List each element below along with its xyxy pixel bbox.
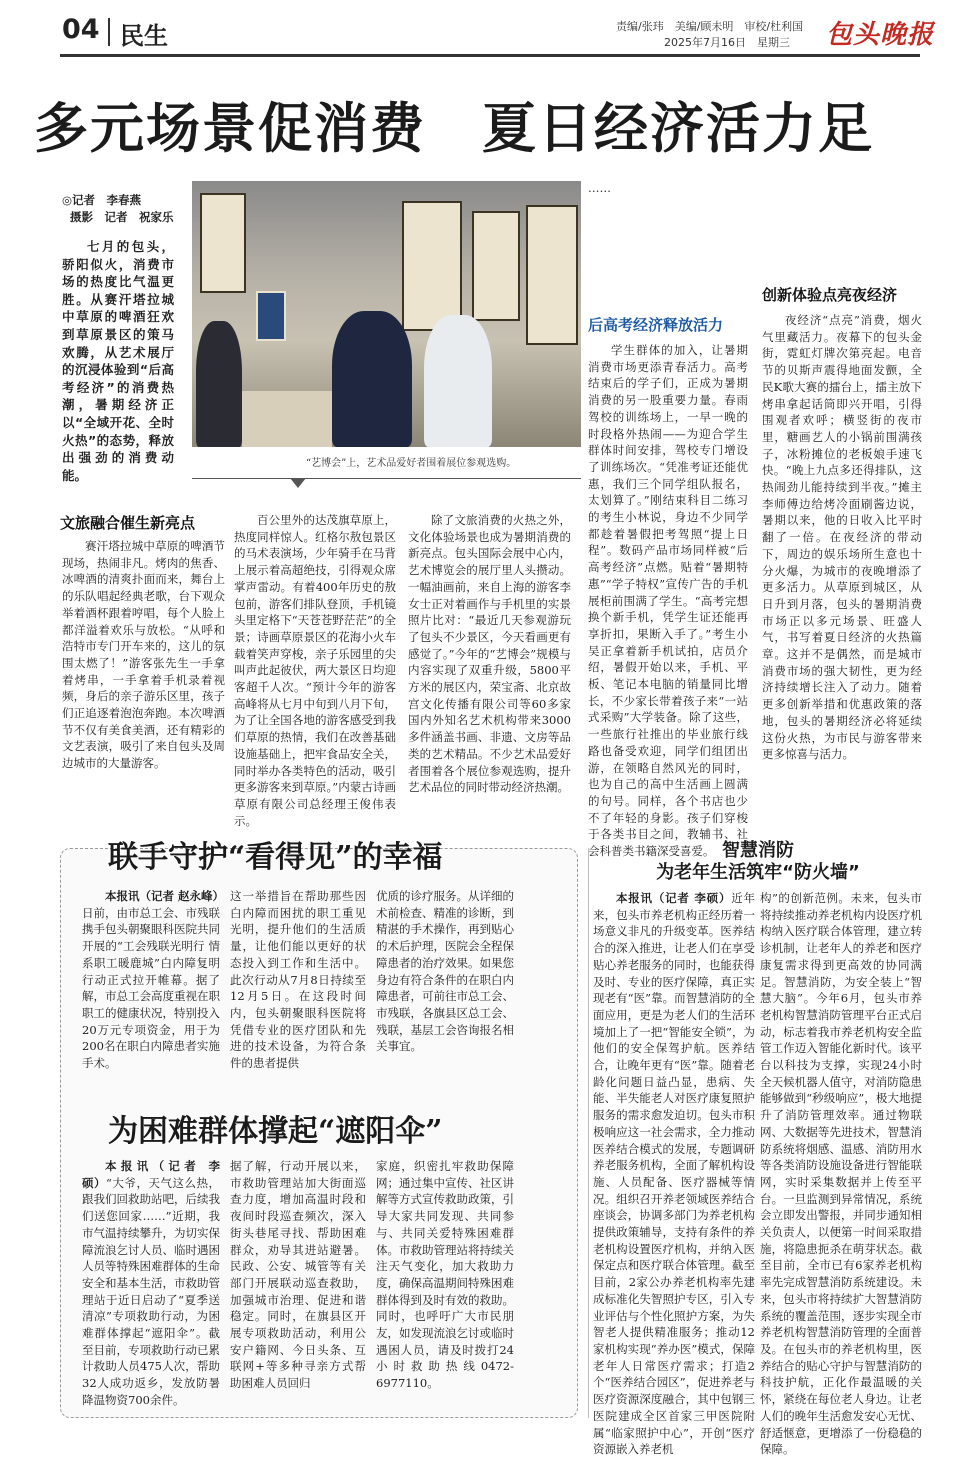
painting [526, 205, 578, 345]
pointer-triangle [290, 478, 306, 488]
story-b-column-3: 家庭，织密扎牢救助保障网；通过集中宣传、社区讲解等方式宣传救助政策，引导大家共同发现、共同参与、共同关爱特殊困难群体。市救助管理站将持续关注天气变化，加大救助力度，确保高温期间特殊困难群体得到及时有效的救助。同时，也呼吁广大市民朋友，如发现流浪乞讨或临时遇困人员，请及时拨打24小时救助热线0472-6977110。 [376, 1159, 514, 1391]
article-column-3-cont: …… [588, 181, 611, 195]
painting [472, 211, 520, 321]
article-column-2: 百公里外的达茂旗草原上，热度同样惊人。红格尔敖包景区的马术表演场，少年骑手在马背上展示着高超绝技，引得观众席掌声雷动。有着400年历史的敖包前，游客们排队登顶，手机镜头里定格下“天苍苍野茫茫”的全景；诗画草原景区的花海小火车载着笑声穿梭，亲子乐园里的尖叫声此起彼伏，两大景区日均迎客超千人次。“预计今年的游客高峰将从七月中旬到八月下旬，为了让全国各地的游客感受到我们草原的热情，我们在改善基础设施基础上，把牢食品安全关，同时举办各类特色的活动，吸引更多游客来到草原。”内蒙古诗画草原有限公司总经理王俊伟表示。 [234, 513, 396, 828]
subhead-night-economy: 创新体验点亮夜经济 [762, 286, 898, 304]
newspaper-logo: 包头晚报 [826, 20, 935, 50]
header-divider [108, 18, 110, 46]
story-b-title: 为困难群体撑起“遮阳伞” [108, 1114, 443, 1149]
header-rule [60, 54, 920, 57]
story-c-column-2: 构”的创新范例。未来，包头市将持续推动养老机构内设医疗机构纳入医疗联合体管理，建立转诊机制，让老年人的养老和医疗康复需求得到更高效的协同满足。智慧消防，为安全装上“智慧大脑”。今年6月，包头市养老机构智慧消防管理平台正式启动，标志着我市养老机构安全监管工作迈入智能化新时代。该平台以科技为支撑，实现24小时全天候机器人值守，对消防隐患能够做到“秒级响应”，极大地提升了消防管理效率。通过物联网、大数据等先进技术，智慧消防系统将烟感、温感、消防用水等各类消防设施设备进行智能联网，实时采集数据并上传至平台。一旦监测到异常情况，系统会立即发出警报，并同步通知相关负责人，以便第一时间采取措施，将隐患扼杀在萌芽状态。截至目前，全市已有6家养老机构率先完成智慧消防系统建设。未来，包头市将持续扩大智慧消防系统的覆盖范围，逐步实现全市养老机构智慧消防管理的全面普及。在包头市的养老机构里，医养结合的贴心守护与智慧消防的科技护航，正化作最温暖的关怀，紧绕在每位老人身边。让老人们的晚年生活愈发安心无忧、舒适惬意，更增添了一份稳稳的保障。 [760, 891, 922, 1457]
painting [402, 201, 462, 331]
painting [200, 193, 246, 293]
byline-photographer: 摄影 记者 祝家乐 [70, 210, 174, 224]
lead-paragraph: 七月的包头，骄阳似火，消费市场的热度比气温更胜。从赛汗塔拉城中草原的啤酒狂欢到草原景区的策马欢腾，从艺术展厅的沉浸体验到“后高考经济”的消费热潮，暑期经济正以“全域开花、全时火热”的态势，释放出强劲的消费动能。 [62, 239, 174, 483]
story-b-column-1: 本报讯（记者 李硕）“大爷，天气这么热，跟我们回救助站吧，后续我们送您回家……”近期，我市气温持续攀升，为切实保障流浪乞讨人员、临时遇困人员等特殊困难群体的生命安全和基本生活，市救助管理站于近日启动了“夏季送清凉”专项救助行动，为困难群体撑起“遮阳伞”。截至目前，专项救助行动已累计救助人员475人次，帮助32人成功返乡，发放防暑降温物资700余件。 [82, 1159, 220, 1407]
exhibition-photo [192, 181, 581, 447]
page-number: 04 [62, 14, 100, 45]
story-c-title-1: 智慧消防 [722, 840, 794, 861]
story-a-column-3: 优质的诊疗服务。从详细的术前检查、精准的诊断，到精湛的手术操作，再到贴心的术后护理，医院会全程保障患者的治疗效果。如果您身边有符合条件的在职白内障患者，可前往市总工会、市残联，各旗县区总工会、残联，基层工会咨询报名相关事宜。 [376, 889, 514, 1054]
subhead-culture-tourism: 文旅融合催生新亮点 [60, 514, 196, 532]
issue-date: 2025年7月16日 星期三 [664, 36, 790, 49]
visitor [332, 311, 412, 447]
article-column-3: 除了文旅消费的火热之外，文化体验场景也成为暑期消费的新亮点。包头国际会展中心内，艺术博览会的展厅里人头攒动。一幅油画前，来自上海的游客李女士正对着画作与手机里的实景照片比对：“最近几天参观游玩了包头不少景区，今天看画更有感觉了。”今年的“艺博会”规模与内容实现了双重升级，5800平方米的展区内，荣宝斋、北京故宫文化传播有限公司等60多家国内外知名艺术机构带来3000多件涵盖书画、非遗、文房等品类的艺术精品。不少艺术品爱好者围着各个展位参观选购，提升艺术品位的同时带动经济热潮。 [408, 513, 571, 795]
story-a-column-1: 本报讯（记者 赵永峰）日前，由市总工会、市残联携手包头朝聚眼科医院共同开展的“工会残联光明行 情系职工暖鹿城”白内障复明行动正式拉开帷幕。据了解，市总工会高度重视在职职工的健康状况，特别投入20万元专项资金，用于为200名在职白内障患者实施手术。 [82, 889, 225, 1071]
story-c-column-1: 本报讯（记者 李硕）近年来，包头市养老机构正经历着一场意义非凡的升级变革。医养结合的深入推进，让老人们在享受贴心养老服务的同时，也能获得及时、专业的医疗保障，真正实现老有“医”靠。而智慧消防的全面应用，更是为老人们的生活环境加上了一把“智能安全锁”，为他们的安全保驾护航。医养结合，让晚年更有“医”靠。随着老龄化问题日益凸显，患病、失能、半失能老人对医疗康复照护服务的需求愈发迫切。包头市积极响应这一社会需求，全力推动医养结合模式的发展，专题调研养老服务机构，全面了解机构设施、人员配备、医疗器械等情况。组织召开养老领域医养结合座谈会，协调多部门为养老机构提供政策辅导，支持有条件的养老机构设置医疗机构，并纳入医保定点和医疗联合体管理。截至目前，2家公办养老机构率先建成标准化失智照护专区，引入专业评估与个性化照护方案，为失智老人提供精准服务；推动12家机构实现“养办医”模式，保障老年人日常医疗需求；打造2个“医养结合园区”，促进养老与医疗资源深度融合，其中包钢三医院建成全区首家三甲医院附属“临家照护中心”，开创“医疗资源嵌入养老机 [593, 891, 755, 1457]
caption-rule [192, 478, 581, 479]
editors-line: 责编/张玮 美编/顾未明 审校/杜利国 [616, 20, 804, 33]
byline-reporter: ◎记者 李春燕 [62, 193, 142, 207]
visitor [196, 321, 242, 447]
story-b-column-2: 据了解，行动开展以来，市救助管理站加大街面巡查力度，增加高温时段和夜间时段巡查频次，深入街头巷尾寻找、帮助困难群众，劝导其进站避暑。民政、公安、城管等有关部门开展联动巡查救助，加强城市治理、促进和谐稳定。同时，在旗县区开展专项救助活动，利用公安户籍网、今日头条、互联网+等多种寻亲方式帮助困难人员回归 [230, 1159, 366, 1391]
subhead-post-exam: 后高考经济释放活力 [588, 316, 724, 334]
story-a-title: 联手守护“看得见”的幸福 [108, 840, 443, 875]
article-column-4: 学生群体的加入，让暑期消费市场更添青春活力。高考结束后的学子们，正成为暑期消费的另一股重要力量。春雨驾校的训练场上，一早一晚的时段格外热闹——为迎合学生群体时间安排，驾校专门增设了训练场次。“凭准考证还能优惠，我们三个同学组队报名，太划算了。”刚结束科目二练习的考生小林说，身边不少同学都趁着暑假把考驾照“提上日程”。数码产品市场同样被“后高考经济”点燃。贴着“暑期特惠”“学子特权”宣传广告的手机展柜前围满了学生。“高考完想换个新手机，凭学生证还能再享折扣，果断入手了。”考生小吴正拿着新手机试拍，店员介绍，暑假开始以来，手机、平板、笔记本电脑的销量同比增长，不少家长带着孩子来“一站式采购”大学装备。除了这些，一些旅行社推出的毕业旅行线路也备受欢迎，同学们组团出游，在领略自然风光的同时，也为自己的高中生活画上圆满的句号。同样，各个书店也少不了年轻的身影。孩子们穿梭于各类书目之间，教辅书、社会科普类书籍深受喜爱。 [588, 343, 748, 859]
article-column-5: 夜经济“点亮”消费，烟火气里藏活力。夜幕下的包头金街，霓虹灯牌次第亮起。电音节的贝斯声震得地面发颤，全民K歌大赛的擂台上，擂主放下烤串拿起话筒即兴开唱，引得围观者欢呼；横竖街的夜市里，糖画艺人的小锅前围满孩子，冰粉摊位的老板娘手速飞快。“晚上九点多还得排队，这热闹劲儿能持续到半夜。”摊主李师傅边给烤冷面刷酱边说，暑期以来，他的日收入比平时翻了一倍。在夜经济的带动下，周边的娱乐场所生意也十分火爆，为城市的夜晚增添了更多活力。从草原到城区，从日升到月落，包头的暑期消费市场正以多元场景、旺盛人气，书写着夏日经济的火热篇章。这并不是偶然，而是城市消费市场的强大韧性，更为经济持续增长注入了动力。随着更多创新举措和优惠政策的落地，包头的暑期经济必将延续这份火热，为市民与游客带来更多惊喜与活力。 [762, 313, 922, 762]
article-column-1: 赛汗塔拉城中草原的啤酒节现场，热闹非凡。烤肉的焦香、冰啤酒的清爽扑面而来，舞台上的乐队唱起经典老歌，台下观众举着酒杯跟着哼唱，每个人脸上都洋溢着欢乐与放松。“从呼和浩特市专门开车来的，这儿的氛围太燃了！”游客张先生一手拿着烤串，一手拿着手机录着视频，身后的亲子游乐区里，孩子们正追逐着泡泡奔跑。本次啤酒节不仅有美食美酒，还有精彩的文艺表演，吸引了来自包头及周边城市的大量游客。 [62, 539, 225, 771]
visitor [424, 315, 492, 447]
painting [256, 291, 286, 341]
column-separator [588, 848, 589, 1418]
photo-caption: “艺博会”上，艺术品爱好者围着展位参观选购。 [306, 458, 517, 469]
display-table [242, 391, 332, 447]
story-a-column-2: 这一举措旨在帮助那些因白内障而困扰的职工重见光明，提升他们的生活质量，让他们能以更好的状态投入到工作和生活中。此次行动从7月8日持续至12月5日。在这段时间内，包头朝聚眼科医院将凭借专业的医疗团队和先进的技术设备，为符合条件的患者提供 [230, 889, 366, 1071]
story-c-title-2: 为老年生活筑牢“防火墙” [656, 862, 860, 883]
section-name: 民生 [120, 22, 168, 50]
main-headline: 多元场景促消费 夏日经济活力足 [34, 96, 874, 160]
